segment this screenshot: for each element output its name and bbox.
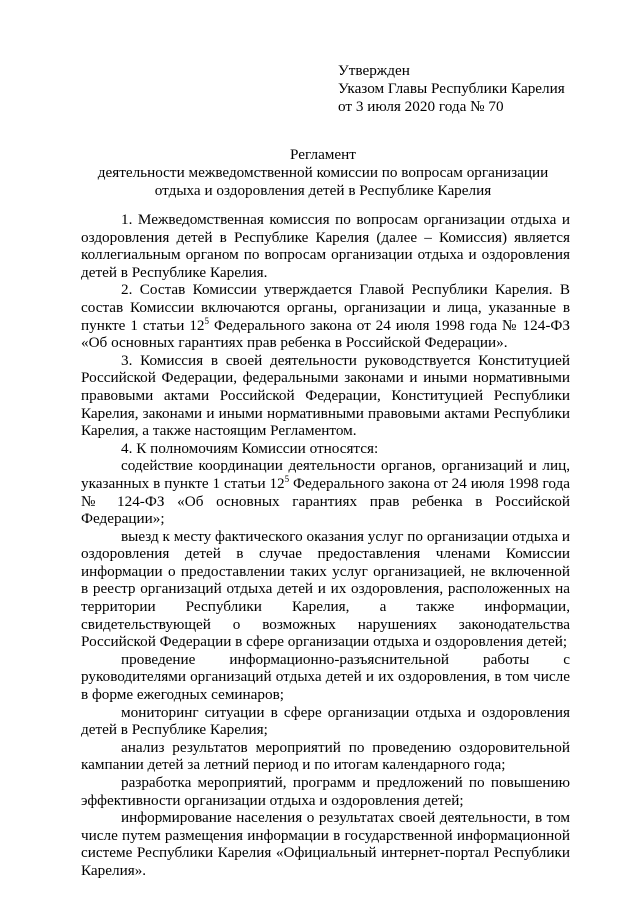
paragraph-11: информирование населения о результатах своей деятельности, в том числе путем размещения информации в государственной информационной системе Республики Карелия «Официальный интернет-портал Республики Карелия».: [81, 809, 570, 879]
approval-line-1: Утвержден: [338, 62, 410, 79]
paragraph-6: выезд к месту фактического оказания услуг по организации отдыха и оздоровления детей в случае предоставления членами Комиссии информации о предоставлении таких услуг организацией, не включенной в реестр организаций отдыха детей и их оздоровления, расположенных на территории Республики Карелия, а также информации, свидетельствующей о возможных нарушениях законодательства Российской Федерации в сфере организации отдыха и оздоровления детей;: [81, 527, 570, 651]
paragraph-7: проведение информационно-разъяснительной работы с руководителями организаций отдыха детей и их оздоровления, в том числе в форме ежегодных семинаров;: [81, 650, 570, 704]
paragraph-5: [81, 457, 570, 527]
superscript-mark: 5: [204, 315, 210, 326]
title-heading: Регламент: [290, 146, 356, 163]
approval-stamp: [338, 62, 628, 116]
paragraph-2: [81, 281, 570, 351]
title-line-2: отдыха и оздоровления детей в Республике Карелия: [154, 182, 492, 199]
paragraph-8: мониторинг ситуации в сфере организации отдыха и оздоровления детей в Республике Карелия;: [81, 703, 570, 739]
paragraph-10: разработка мероприятий, программ и предложений по повышению эффективности организации отдыха и оздоровления детей;: [81, 774, 570, 809]
paragraph-4: 4. К полномочиям Комиссии относятся:: [121, 439, 379, 457]
title-line-1: деятельности межведомственной комиссии по вопросам организации: [97, 164, 549, 181]
paragraph-5-part-a: содействие координации деятельности органов, организаций и лиц, указанных в пункте 1 статьи 12: [81, 457, 570, 492]
paragraph-1: 1. Межведомственная комиссия по вопросам организации отдыха и оздоровления детей в Республике Карелия (далее – Комиссия) является коллегиальным органом по вопросам организации отдыха и оздоровления детей в Республике Карелия.: [81, 211, 570, 281]
paragraph-2-part-a: 2. Состав Комиссии утверждается Главой Республики Карелия. В состав Комиссии включаются органы, организации и лица, указанные в пункте 1 статьи 12: [81, 281, 570, 334]
paragraph-9: анализ результатов мероприятий по проведению оздоровительной кампании детей за летний период и по итогам календарного года;: [81, 738, 570, 774]
paragraph-2-part-b: Федерального закона от 24 июля 1998 года № 124-ФЗ «Об основных гарантиях прав ребенка в Российской Федерации».: [81, 316, 570, 352]
superscript-mark: 5: [284, 473, 290, 484]
document-title: [78, 146, 568, 200]
paragraph-5-part-b: Федерального закона от 24 июля 1998 года № 124-ФЗ «Об основных гарантиях прав ребенка в Российской Федерации»;: [81, 474, 570, 528]
approval-line-2: Указом Главы Республики Карелия: [338, 80, 565, 97]
document-body: [81, 211, 570, 880]
paragraph-3: 3. Комиссия в своей деятельности руководствуется Конституцией Российской Федерации, федеральными законами и иными нормативными правовыми актами Российской Федерации, Конституцией Республики Карелия, законами и иными нормативными правовыми актами Республики Карелия, а также настоящим Регламентом.: [81, 351, 570, 440]
approval-line-3: от 3 июля 2020 года № 70: [338, 98, 504, 115]
